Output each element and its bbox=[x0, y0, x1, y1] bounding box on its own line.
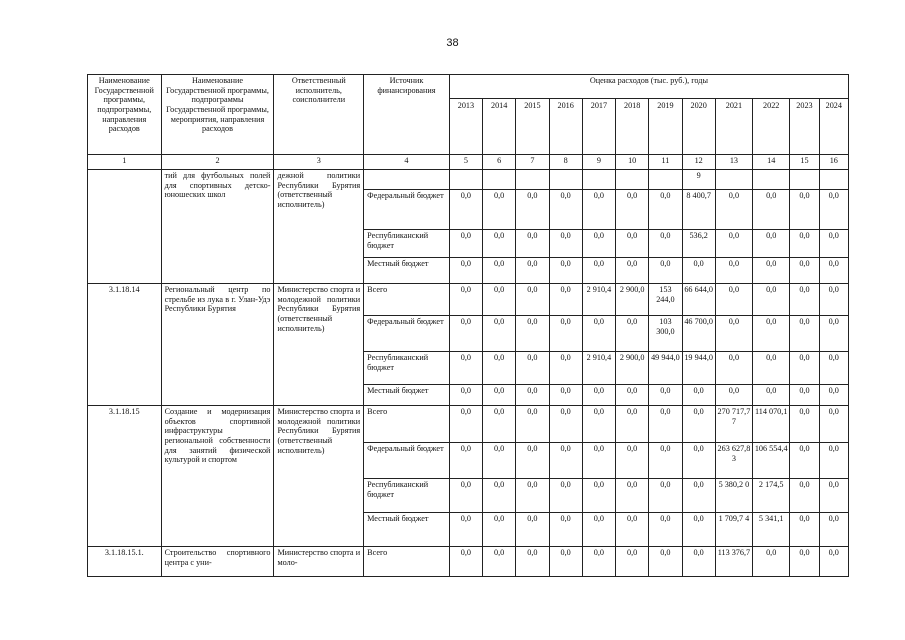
row-code: 3.1.18.15 bbox=[88, 406, 162, 547]
row-value: 2 910,4 bbox=[582, 284, 615, 316]
table-row bbox=[88, 75, 849, 99]
row-value bbox=[649, 170, 682, 190]
row-value: 114 070,1 bbox=[753, 406, 790, 443]
header-column-number: 4 bbox=[364, 155, 450, 170]
row-value: 0,0 bbox=[819, 479, 848, 513]
row-value: 0,0 bbox=[649, 406, 682, 443]
row-value: 0,0 bbox=[449, 547, 482, 577]
row-value: 0,0 bbox=[516, 406, 549, 443]
row-value: 0,0 bbox=[682, 547, 715, 577]
header-year: 2015 bbox=[516, 99, 549, 155]
row-value: 0,0 bbox=[753, 258, 790, 284]
header-column-number: 5 bbox=[449, 155, 482, 170]
row-value: 0,0 bbox=[819, 406, 848, 443]
row-value: 0,0 bbox=[790, 513, 819, 547]
header-subprogram-name: Наименование Государственной программы, подпрограммы Государственной программы, мероприятия, направления расходов bbox=[161, 75, 274, 155]
header-year: 2023 bbox=[790, 99, 819, 155]
row-value: 0,0 bbox=[649, 479, 682, 513]
row-value: 0,0 bbox=[549, 513, 582, 547]
row-value: 0,0 bbox=[819, 352, 848, 385]
row-value: 5 341,1 bbox=[753, 513, 790, 547]
row-source: Федеральный бюджет bbox=[364, 443, 450, 479]
row-value bbox=[483, 170, 516, 190]
row-name: тий для футбольных полей для спортивных детско-юношеских школ bbox=[161, 170, 274, 284]
row-source: Всего bbox=[364, 284, 450, 316]
row-value: 0,0 bbox=[819, 284, 848, 316]
header-column-number: 1 bbox=[88, 155, 162, 170]
table-row bbox=[88, 547, 849, 577]
row-value: 0,0 bbox=[483, 284, 516, 316]
row-value: 0,0 bbox=[715, 230, 752, 258]
row-value: 0,0 bbox=[582, 190, 615, 230]
row-value: 0,0 bbox=[516, 352, 549, 385]
row-value: 0,0 bbox=[483, 513, 516, 547]
header-expenses: Оценка расходов (тыс. руб.), годы bbox=[449, 75, 848, 99]
row-value: 9 bbox=[682, 170, 715, 190]
row-value: 0,0 bbox=[715, 316, 752, 352]
row-value: 0,0 bbox=[682, 258, 715, 284]
row-value: 0,0 bbox=[516, 284, 549, 316]
row-value: 0,0 bbox=[549, 547, 582, 577]
row-value: 19 944,0 bbox=[682, 352, 715, 385]
budget-table bbox=[87, 74, 849, 577]
row-value: 0,0 bbox=[449, 513, 482, 547]
row-value: 0,0 bbox=[616, 258, 649, 284]
row-value: 0,0 bbox=[616, 479, 649, 513]
row-name: Региональный центр по стрельбе из лука в г. Улан-Удэ Республики Бурятия bbox=[161, 284, 274, 406]
header-column-number: 8 bbox=[549, 155, 582, 170]
row-value: 0,0 bbox=[649, 385, 682, 406]
row-source bbox=[364, 170, 450, 190]
row-value: 0,0 bbox=[649, 443, 682, 479]
row-value: 0,0 bbox=[616, 406, 649, 443]
row-value: 0,0 bbox=[549, 316, 582, 352]
row-value: 0,0 bbox=[790, 547, 819, 577]
row-value bbox=[516, 170, 549, 190]
row-value: 0,0 bbox=[582, 443, 615, 479]
header-column-number: 16 bbox=[819, 155, 848, 170]
row-value: 0,0 bbox=[682, 385, 715, 406]
row-value: 2 900,0 bbox=[616, 284, 649, 316]
row-value: 0,0 bbox=[753, 284, 790, 316]
table-row bbox=[88, 155, 849, 170]
row-value: 0,0 bbox=[819, 230, 848, 258]
row-value: 0,0 bbox=[516, 230, 549, 258]
row-value: 0,0 bbox=[516, 190, 549, 230]
row-value: 106 554,4 bbox=[753, 443, 790, 479]
row-code: 3.1.18.14 bbox=[88, 284, 162, 406]
row-value: 0,0 bbox=[582, 316, 615, 352]
row-value: 0,0 bbox=[483, 406, 516, 443]
row-value: 0,0 bbox=[616, 316, 649, 352]
row-value: 103 300,0 bbox=[649, 316, 682, 352]
row-value: 0,0 bbox=[582, 385, 615, 406]
row-value: 0,0 bbox=[819, 258, 848, 284]
header-year: 2016 bbox=[549, 99, 582, 155]
header-column-number: 9 bbox=[582, 155, 615, 170]
row-value: 0,0 bbox=[516, 385, 549, 406]
row-value: 0,0 bbox=[549, 258, 582, 284]
row-value: 0,0 bbox=[790, 406, 819, 443]
row-value: 0,0 bbox=[616, 547, 649, 577]
row-value: 0,0 bbox=[616, 190, 649, 230]
row-source: Федеральный бюджет bbox=[364, 316, 450, 352]
row-value: 0,0 bbox=[449, 230, 482, 258]
header-executor: Ответственный исполнитель, соисполнители bbox=[274, 75, 364, 155]
row-value: 0,0 bbox=[715, 352, 752, 385]
header-year: 2017 bbox=[582, 99, 615, 155]
row-value: 0,0 bbox=[819, 316, 848, 352]
row-value: 2 910,4 bbox=[582, 352, 615, 385]
row-value: 0,0 bbox=[582, 230, 615, 258]
row-value: 0,0 bbox=[449, 385, 482, 406]
row-value: 0,0 bbox=[549, 284, 582, 316]
row-value: 0,0 bbox=[753, 230, 790, 258]
row-source: Местный бюджет bbox=[364, 513, 450, 547]
row-value: 0,0 bbox=[449, 190, 482, 230]
row-value: 0,0 bbox=[649, 547, 682, 577]
row-value: 0,0 bbox=[753, 547, 790, 577]
row-value: 0,0 bbox=[790, 230, 819, 258]
row-value: 0,0 bbox=[819, 443, 848, 479]
row-value: 0,0 bbox=[483, 230, 516, 258]
row-value: 0,0 bbox=[649, 513, 682, 547]
row-value: 0,0 bbox=[582, 258, 615, 284]
row-value: 0,0 bbox=[449, 406, 482, 443]
header-column-number: 12 bbox=[682, 155, 715, 170]
row-value: 0,0 bbox=[516, 443, 549, 479]
row-source: Всего bbox=[364, 406, 450, 443]
row-value: 0,0 bbox=[753, 352, 790, 385]
row-value: 0,0 bbox=[819, 190, 848, 230]
row-name: Строительство спортивного центра с уни- bbox=[161, 547, 274, 577]
header-column-number: 2 bbox=[161, 155, 274, 170]
row-value: 0,0 bbox=[790, 352, 819, 385]
row-value: 0,0 bbox=[753, 190, 790, 230]
row-value: 0,0 bbox=[649, 258, 682, 284]
row-value: 0,0 bbox=[449, 479, 482, 513]
row-value: 0,0 bbox=[483, 316, 516, 352]
row-value: 0,0 bbox=[582, 479, 615, 513]
row-value: 0,0 bbox=[582, 406, 615, 443]
row-value: 0,0 bbox=[549, 479, 582, 513]
header-year: 2020 bbox=[682, 99, 715, 155]
row-value: 0,0 bbox=[516, 316, 549, 352]
row-executor: дежной политики Республики Бурятия (ответственный исполнитель) bbox=[274, 170, 364, 284]
row-value: 0,0 bbox=[582, 513, 615, 547]
row-value: 2 900,0 bbox=[616, 352, 649, 385]
row-value: 0,0 bbox=[549, 443, 582, 479]
row-executor: Министерство спорта и моло- bbox=[274, 547, 364, 577]
row-value: 0,0 bbox=[715, 284, 752, 316]
row-value bbox=[549, 170, 582, 190]
row-value bbox=[582, 170, 615, 190]
row-value: 8 400,7 bbox=[682, 190, 715, 230]
row-value: 49 944,0 bbox=[649, 352, 682, 385]
row-value: 46 700,0 bbox=[682, 316, 715, 352]
row-value: 0,0 bbox=[682, 513, 715, 547]
row-value: 0,0 bbox=[483, 352, 516, 385]
header-year: 2018 bbox=[616, 99, 649, 155]
header-column-number: 13 bbox=[715, 155, 752, 170]
row-value: 0,0 bbox=[449, 443, 482, 479]
row-value bbox=[449, 170, 482, 190]
header-column-number: 14 bbox=[753, 155, 790, 170]
row-source: Республиканский бюджет bbox=[364, 479, 450, 513]
row-value: 0,0 bbox=[649, 230, 682, 258]
row-value: 0,0 bbox=[682, 406, 715, 443]
header-column-number: 7 bbox=[516, 155, 549, 170]
row-code bbox=[88, 170, 162, 284]
row-value: 5 380,2 0 bbox=[715, 479, 752, 513]
row-value: 0,0 bbox=[549, 230, 582, 258]
row-value: 0,0 bbox=[549, 190, 582, 230]
row-name: Создание и модернизация объектов спортивной инфраструктуры региональной собственности для занятий физической культурой и спортом bbox=[161, 406, 274, 547]
row-source: Республиканский бюджет bbox=[364, 352, 450, 385]
row-value: 0,0 bbox=[516, 479, 549, 513]
row-executor: Министерство спорта и молодежной политики Республики Бурятия (ответственный исполнитель) bbox=[274, 406, 364, 547]
row-value bbox=[819, 170, 848, 190]
row-value: 0,0 bbox=[790, 190, 819, 230]
row-source: Местный бюджет bbox=[364, 385, 450, 406]
header-column-number: 10 bbox=[616, 155, 649, 170]
row-value: 0,0 bbox=[449, 258, 482, 284]
row-value: 0,0 bbox=[549, 385, 582, 406]
row-value: 2 174,5 bbox=[753, 479, 790, 513]
header-year: 2021 bbox=[715, 99, 752, 155]
row-value: 0,0 bbox=[616, 443, 649, 479]
header-year: 2019 bbox=[649, 99, 682, 155]
header-funding-source: Источник финансирования bbox=[364, 75, 450, 155]
row-source: Всего bbox=[364, 547, 450, 577]
row-value: 0,0 bbox=[516, 547, 549, 577]
row-value: 0,0 bbox=[790, 316, 819, 352]
row-value: 0,0 bbox=[483, 479, 516, 513]
row-value: 0,0 bbox=[549, 406, 582, 443]
header-column-number: 11 bbox=[649, 155, 682, 170]
row-value: 0,0 bbox=[649, 190, 682, 230]
row-value: 113 376,7 bbox=[715, 547, 752, 577]
row-source: Республиканский бюджет bbox=[364, 230, 450, 258]
row-value: 0,0 bbox=[715, 385, 752, 406]
row-value: 0,0 bbox=[449, 316, 482, 352]
row-value: 263 627,8 3 bbox=[715, 443, 752, 479]
row-value: 0,0 bbox=[715, 258, 752, 284]
header-year: 2024 bbox=[819, 99, 848, 155]
row-executor: Министерство спорта и молодежной политики Республики Бурятия (ответственный исполнитель) bbox=[274, 284, 364, 406]
row-value: 0,0 bbox=[682, 479, 715, 513]
header-year: 2022 bbox=[753, 99, 790, 155]
row-value: 270 717,7 7 bbox=[715, 406, 752, 443]
row-value: 0,0 bbox=[753, 385, 790, 406]
row-value: 0,0 bbox=[516, 513, 549, 547]
row-value: 0,0 bbox=[682, 443, 715, 479]
row-value: 0,0 bbox=[819, 547, 848, 577]
table-row bbox=[88, 170, 849, 190]
header-year: 2013 bbox=[449, 99, 482, 155]
row-value: 0,0 bbox=[483, 385, 516, 406]
row-value: 153 244,0 bbox=[649, 284, 682, 316]
table-row bbox=[88, 406, 849, 443]
row-source: Местный бюджет bbox=[364, 258, 450, 284]
header-column-number: 6 bbox=[483, 155, 516, 170]
row-value bbox=[790, 170, 819, 190]
header-column-number: 15 bbox=[790, 155, 819, 170]
row-value: 0,0 bbox=[483, 443, 516, 479]
row-value: 0,0 bbox=[790, 284, 819, 316]
row-value: 0,0 bbox=[616, 230, 649, 258]
row-value: 0,0 bbox=[549, 352, 582, 385]
row-value: 0,0 bbox=[449, 352, 482, 385]
row-value: 1 709,7 4 bbox=[715, 513, 752, 547]
row-value: 0,0 bbox=[715, 190, 752, 230]
row-value: 0,0 bbox=[790, 258, 819, 284]
row-value: 0,0 bbox=[483, 258, 516, 284]
row-value: 0,0 bbox=[616, 385, 649, 406]
header-column-number: 3 bbox=[274, 155, 364, 170]
row-value: 0,0 bbox=[753, 316, 790, 352]
row-value: 0,0 bbox=[790, 385, 819, 406]
row-value: 0,0 bbox=[819, 385, 848, 406]
header-year: 2014 bbox=[483, 99, 516, 155]
row-code: 3.1.18.15.1. bbox=[88, 547, 162, 577]
row-value bbox=[715, 170, 752, 190]
header-program-name: Наименование Государственной программы, подпрограммы, направления расходов bbox=[88, 75, 162, 155]
table-row bbox=[88, 284, 849, 316]
page-number: 38 bbox=[446, 37, 459, 49]
row-value: 0,0 bbox=[516, 258, 549, 284]
row-value: 0,0 bbox=[483, 190, 516, 230]
row-value: 0,0 bbox=[483, 547, 516, 577]
row-value: 66 644,0 bbox=[682, 284, 715, 316]
row-value: 0,0 bbox=[790, 443, 819, 479]
row-value: 0,0 bbox=[449, 284, 482, 316]
row-source: Федеральный бюджет bbox=[364, 190, 450, 230]
row-value: 0,0 bbox=[616, 513, 649, 547]
row-value bbox=[753, 170, 790, 190]
row-value: 0,0 bbox=[819, 513, 848, 547]
row-value: 0,0 bbox=[790, 479, 819, 513]
row-value: 0,0 bbox=[582, 547, 615, 577]
row-value: 536,2 bbox=[682, 230, 715, 258]
row-value bbox=[616, 170, 649, 190]
